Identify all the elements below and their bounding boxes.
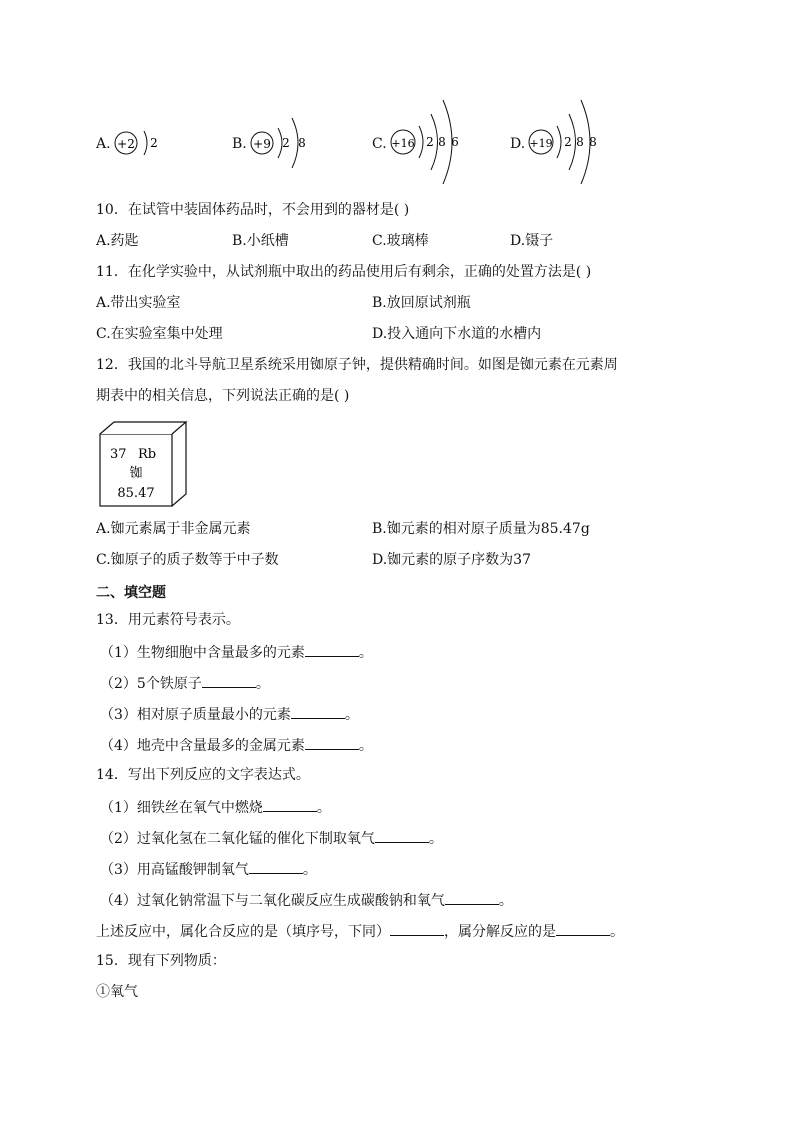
q14-item-4-text: 过氧化钠常温下与二氧化碳反应生成碳酸钠和氧气 xyxy=(136,893,445,909)
q14-summary-part-a: 上述反应中，属化合反应的是（填序号，下同） xyxy=(96,924,390,940)
q13-item-2-end: 。 xyxy=(255,676,270,692)
q9-option-c-nucleus: +16 xyxy=(391,137,415,150)
q14-item-2-blank[interactable] xyxy=(375,828,429,843)
q13-item-2-num: （2） xyxy=(100,676,137,692)
q12-option-b: B.铷元素的相对原子质量为85.47g xyxy=(372,521,590,537)
q12-element-number: 37 xyxy=(110,447,127,462)
q13-item-1 xyxy=(100,642,373,662)
q14-summary-part-b: ，属分解反应的是 xyxy=(444,924,556,940)
q9-option-b-nucleus: +9 xyxy=(253,137,271,151)
q11-option-a: A.带出实验室 xyxy=(96,295,181,311)
q15-item-1: ①氧气 xyxy=(96,984,138,1000)
q13-item-2 xyxy=(100,673,270,693)
q14-item-2 xyxy=(100,828,443,848)
q14-item-2-end: 。 xyxy=(428,831,443,847)
q13-item-4-blank[interactable] xyxy=(305,735,359,750)
q13-stem: 13．用元素符号表示。 xyxy=(96,612,240,628)
q12-option-a: A.铷元素属于非金属元素 xyxy=(96,521,251,537)
q9-option-c-label: C. xyxy=(372,136,387,152)
q13-item-2-blank[interactable] xyxy=(202,673,256,688)
q13-item-4-end: 。 xyxy=(358,738,373,754)
q14-item-1-blank[interactable] xyxy=(263,797,317,812)
q9-option-d-shell-2: 8 xyxy=(576,135,584,149)
q14-item-3-end: 。 xyxy=(302,862,317,878)
q11-option-b: B.放回原试剂瓶 xyxy=(372,295,471,311)
q12-stem-line1: 12．我国的北斗导航卫星系统采用铷原子钟，提供精确时间。如图是铷元素在元素周 xyxy=(96,357,618,373)
q14-item-3-text: 用高锰酸钾制氧气 xyxy=(136,862,249,878)
q14-item-1-text: 细铁丝在氧气中燃烧 xyxy=(136,800,263,816)
q9-option-c-shell-2: 8 xyxy=(438,135,446,149)
q12-element-mass: 85.47 xyxy=(117,486,155,501)
q14-item-1-end: 。 xyxy=(316,800,331,816)
q13-item-1-end: 。 xyxy=(358,645,373,661)
q13-item-1-blank[interactable] xyxy=(305,642,359,657)
q13-item-3-blank[interactable] xyxy=(291,704,345,719)
q10-stem: 10．在试管中装固体药品时，不会用到的器材是( ) xyxy=(96,202,410,218)
q9-option-d-shell-1: 2 xyxy=(564,135,572,149)
q12-option-d: D.铷元素的原子序数为37 xyxy=(372,552,531,568)
q15-stem: 15．现有下列物质： xyxy=(96,953,226,969)
q14-item-3-blank[interactable] xyxy=(249,859,303,874)
q9-option-d-label: D. xyxy=(510,136,526,152)
q14-item-4-num: （4） xyxy=(100,893,137,909)
q14-summary-blank-2[interactable] xyxy=(556,921,610,936)
q14-item-4 xyxy=(100,890,513,910)
q13-item-3 xyxy=(100,704,359,724)
q12-option-c: C.铷原子的质子数等于中子数 xyxy=(96,552,279,568)
q11-stem: 11．在化学实验中，从试剂瓶中取出的药品使用后有剩余，正确的处置方法是( ) xyxy=(96,264,592,280)
q10-option-b: B.小纸槽 xyxy=(232,233,289,249)
q12-stem-line2: 期表中的相关信息，下列说法正确的是( ) xyxy=(96,388,350,404)
q9-option-c-diagram xyxy=(388,96,468,188)
q9-option-a-shell-1: 2 xyxy=(150,136,158,150)
q13-item-1-text: 生物细胞中含量最多的元素 xyxy=(136,645,305,661)
q14-item-2-num: （2） xyxy=(100,831,137,847)
q14-item-1-num: （1） xyxy=(100,800,137,816)
q9-option-a-label: A. xyxy=(96,136,111,152)
q14-stem: 14．写出下列反应的文字表达式。 xyxy=(96,767,310,783)
q12-element-symbol: Rb xyxy=(138,447,157,462)
q14-item-4-end: 。 xyxy=(498,893,513,909)
q13-item-4-text: 地壳中含量最多的金属元素 xyxy=(136,738,305,754)
q12-element-box xyxy=(98,420,190,510)
q9-option-b-label: B. xyxy=(232,136,247,152)
q10-option-c: C.玻璃棒 xyxy=(372,233,429,249)
q9-option-d-shell-3: 8 xyxy=(589,135,597,149)
q13-item-4 xyxy=(100,735,373,755)
q9-option-a-diagram xyxy=(112,118,172,168)
q14-summary-end: 。 xyxy=(610,924,624,940)
section-2-title: 二、填空题 xyxy=(96,585,166,601)
q12-element-name: 铷 xyxy=(129,466,143,481)
q9-option-b-diagram xyxy=(248,108,318,178)
q10-option-a: A.药匙 xyxy=(96,233,139,249)
q14-item-3-num: （3） xyxy=(100,862,137,878)
q13-item-3-text: 相对原子质量最小的元素 xyxy=(136,707,291,723)
q9-option-d-nucleus: +19 xyxy=(529,137,553,150)
q9-option-a-nucleus: +2 xyxy=(117,137,135,151)
q11-option-c: C.在实验室集中处理 xyxy=(96,326,223,342)
q11-option-d: D.投入通向下水道的水槽内 xyxy=(372,326,542,342)
q14-item-3 xyxy=(100,859,317,879)
q9-option-b-shell-1: 2 xyxy=(282,136,290,150)
q14-item-1 xyxy=(100,797,331,817)
q14-item-4-blank[interactable] xyxy=(445,890,499,905)
q13-item-3-end: 。 xyxy=(344,707,359,723)
q10-option-d: D.镊子 xyxy=(510,233,554,249)
q13-item-2-text: 5个铁原子 xyxy=(136,676,202,692)
q9-option-c-shell-3: 6 xyxy=(451,135,459,149)
q13-item-1-num: （1） xyxy=(100,645,137,661)
q13-item-3-num: （3） xyxy=(100,707,137,723)
q9-option-b-shell-2: 8 xyxy=(298,136,306,150)
q14-item-2-text: 过氧化氢在二氧化锰的催化下制取氧气 xyxy=(136,831,375,847)
q9-option-d-diagram xyxy=(526,96,606,188)
q14-summary xyxy=(96,921,624,941)
q13-item-4-num: （4） xyxy=(100,738,137,754)
q14-summary-blank-1[interactable] xyxy=(390,921,444,936)
q9-option-c-shell-1: 2 xyxy=(426,135,434,149)
